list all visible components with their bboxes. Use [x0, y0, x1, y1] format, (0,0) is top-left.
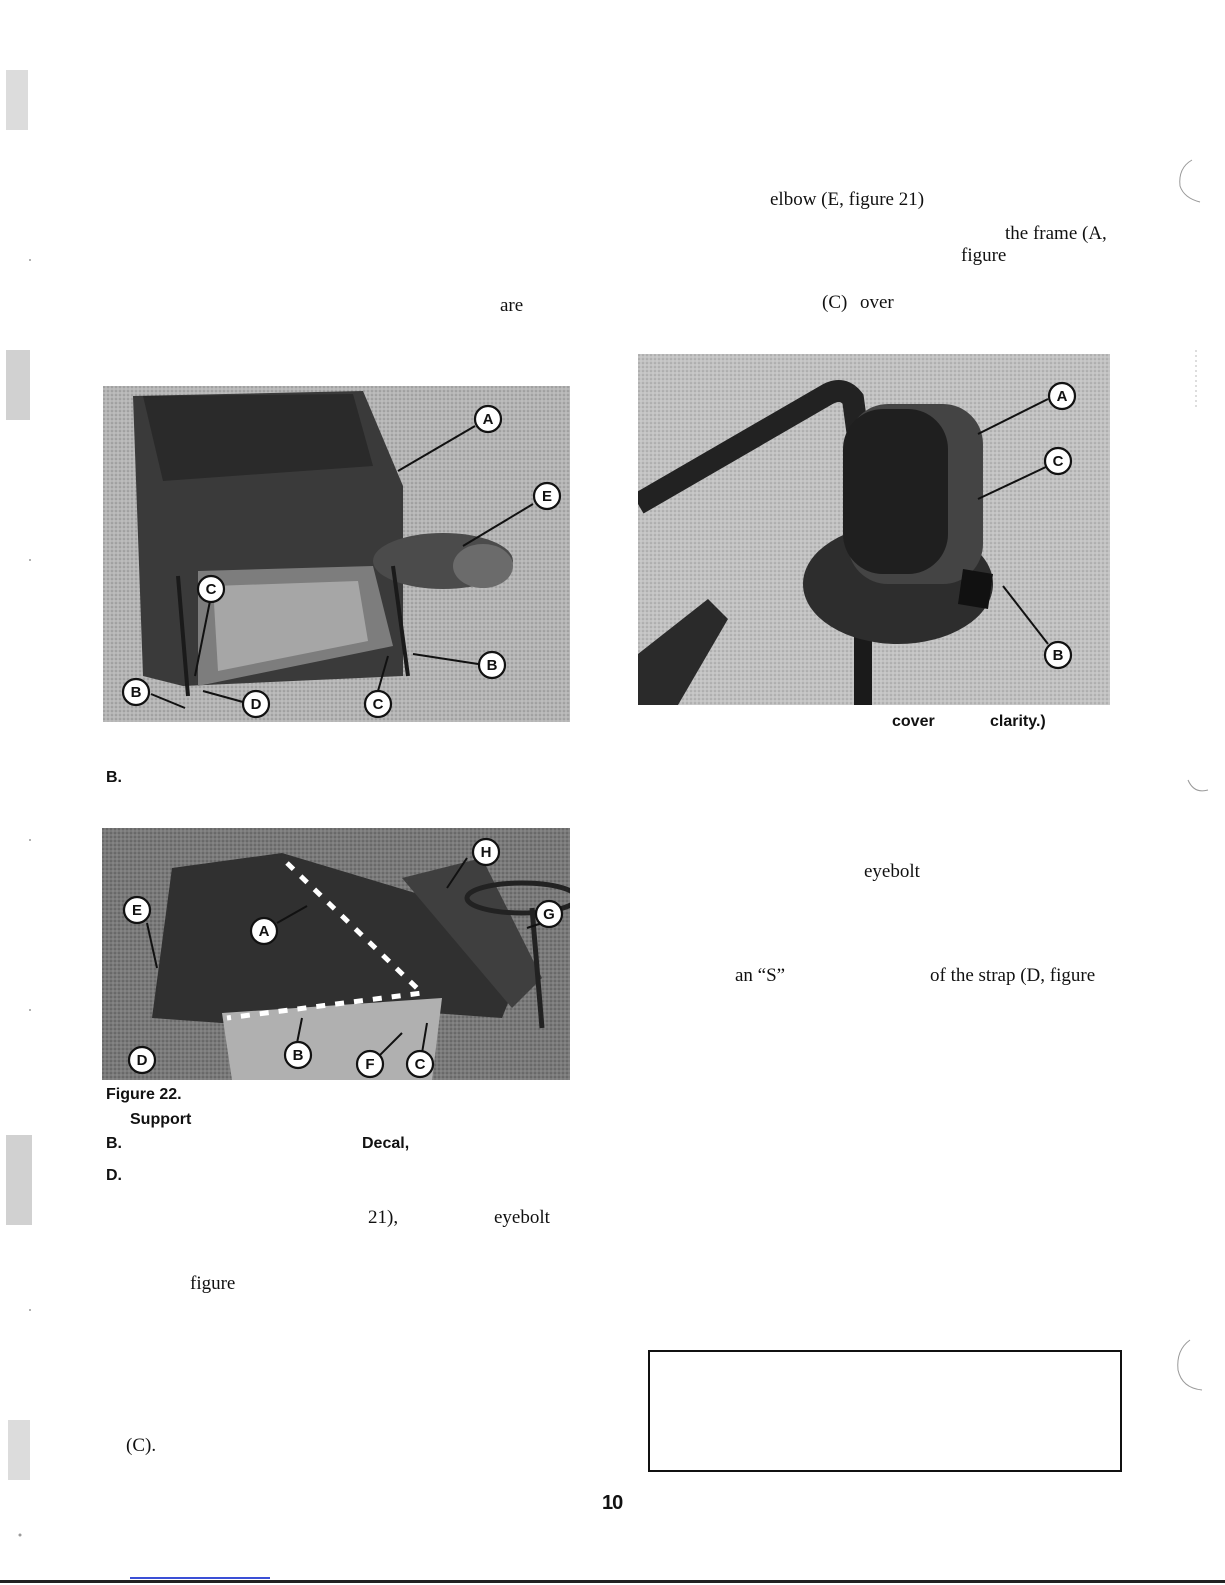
caption-cover: cover	[892, 713, 935, 730]
fig22-label-c	[407, 1051, 433, 1077]
right-margin-marks	[1150, 150, 1210, 1400]
svg-text:D: D	[136, 1052, 148, 1069]
bottom-rule	[0, 1580, 1225, 1583]
text-figure-left: figure	[190, 1273, 236, 1294]
svg-text:C: C	[1052, 453, 1064, 470]
svg-text:C: C	[414, 1056, 426, 1073]
fig21-label-a	[475, 406, 501, 432]
svg-text:B: B	[1052, 647, 1064, 664]
page-number: 10	[602, 1492, 623, 1514]
svg-text:E: E	[131, 902, 143, 919]
figr-label-b	[1045, 642, 1071, 668]
svg-text:D: D	[250, 696, 262, 713]
fig22-label-d	[129, 1047, 155, 1073]
fig22-label-e	[124, 897, 150, 923]
svg-text:C: C	[372, 696, 384, 713]
svg-text:F: F	[365, 1056, 375, 1073]
fig21-caption-b: B.	[106, 769, 122, 786]
bottom-link-underline	[130, 1577, 270, 1579]
fig21-label-e	[534, 483, 560, 509]
fig22-caption-b: B.	[106, 1135, 122, 1152]
svg-text:B: B	[130, 684, 142, 701]
svg-text:H: H	[480, 844, 492, 861]
figure-22-photo	[102, 828, 570, 1080]
svg-text:G: G	[543, 906, 555, 923]
text-are: are	[500, 295, 524, 316]
figr-label-c	[1045, 448, 1071, 474]
text-strap: of the strap (D, figure	[930, 965, 1096, 986]
fig22-caption-d: D.	[106, 1167, 122, 1184]
note-box	[648, 1350, 1122, 1472]
fig22-label-b	[285, 1042, 311, 1068]
text-an-s: an “S”	[735, 965, 786, 986]
svg-text:A: A	[1056, 388, 1068, 405]
svg-text:B: B	[292, 1047, 304, 1064]
fig21-label-b2	[123, 679, 149, 705]
fig21-label-c1	[198, 576, 224, 602]
svg-text:E: E	[541, 488, 553, 505]
text-eyebolt-right: eyebolt	[864, 861, 920, 882]
text-elbow-line: elbow (E, figure 21)	[770, 189, 925, 210]
text-c-over-1: (C)	[822, 292, 848, 313]
figr-label-a	[1049, 383, 1075, 409]
text-frame-line: the frame (A,	[1005, 223, 1107, 244]
fig21-label-d	[243, 691, 269, 717]
figure-21-photo	[103, 386, 570, 722]
fig22-caption-decal: Decal,	[362, 1135, 410, 1152]
fig22-caption-support: Support	[130, 1111, 192, 1128]
fig22-label-h	[473, 839, 499, 865]
fig22-label-g	[536, 901, 562, 927]
svg-text:A: A	[482, 411, 494, 428]
margin-scan-noise	[0, 60, 36, 1560]
figure-right-photo	[638, 354, 1110, 705]
svg-text:C: C	[205, 581, 217, 598]
text-c-period: (C).	[126, 1435, 157, 1456]
fig21-label-b1	[479, 652, 505, 678]
fig22-label-f	[357, 1051, 383, 1077]
text-c-over-2: over	[860, 292, 894, 313]
svg-text:A: A	[258, 923, 270, 940]
fig22-label-a	[251, 918, 277, 944]
caption-clarity: clarity.)	[990, 713, 1046, 730]
fig21-label-c2	[365, 691, 391, 717]
svg-text:B: B	[486, 657, 498, 674]
fig22-caption-title: Figure 22.	[106, 1086, 182, 1103]
text-figure-line: figure	[961, 245, 1007, 266]
text-eyebolt-left: eyebolt	[494, 1207, 550, 1228]
text-21: 21),	[368, 1207, 399, 1228]
